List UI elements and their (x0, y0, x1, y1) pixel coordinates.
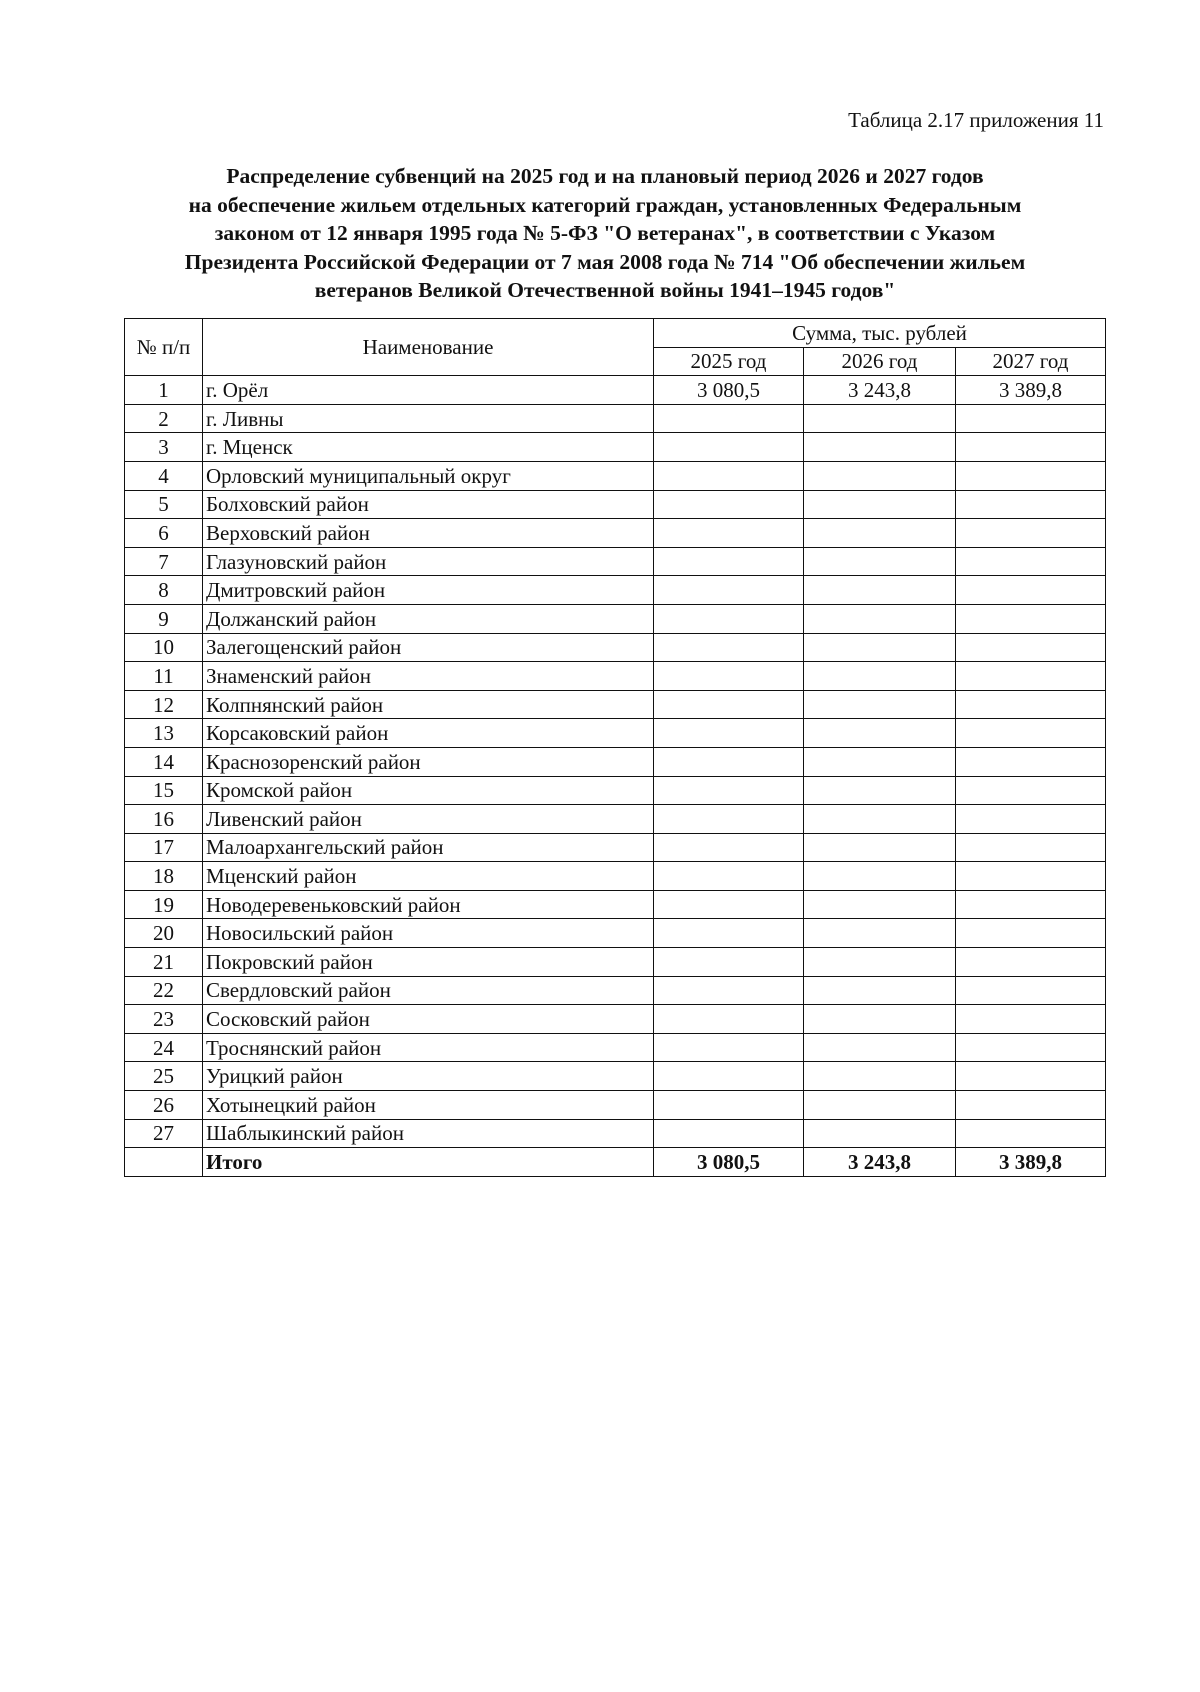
header-year-2025: 2025 год (654, 347, 804, 376)
row-value-2027 (956, 633, 1106, 662)
row-name: Знаменский район (203, 662, 654, 691)
total-2026: 3 243,8 (804, 1148, 956, 1177)
row-value-2026 (804, 1062, 956, 1091)
row-value-2025: 3 080,5 (654, 376, 804, 405)
total-2027: 3 389,8 (956, 1148, 1106, 1177)
row-value-2026 (804, 433, 956, 462)
row-value-2026 (804, 519, 956, 548)
row-name: Шаблыкинский район (203, 1119, 654, 1148)
row-value-2027 (956, 833, 1106, 862)
row-value-2025 (654, 805, 804, 834)
table-row (125, 919, 1106, 948)
table-row (125, 948, 1106, 977)
table-row (125, 633, 1106, 662)
row-value-2026 (804, 576, 956, 605)
row-num: 22 (125, 976, 203, 1005)
row-value-2027 (956, 576, 1106, 605)
row-value-2027 (956, 547, 1106, 576)
row-num: 18 (125, 862, 203, 891)
row-value-2026 (804, 547, 956, 576)
row-num: 2 (125, 404, 203, 433)
row-value-2027 (956, 747, 1106, 776)
row-value-2027 (956, 404, 1106, 433)
row-num: 12 (125, 690, 203, 719)
total-label: Итого (203, 1148, 654, 1177)
table-row (125, 747, 1106, 776)
row-value-2026 (804, 404, 956, 433)
row-value-2027 (956, 1033, 1106, 1062)
row-value-2026 (804, 833, 956, 862)
title-line: на обеспечение жильем отдельных категорий граждан, установленных Федеральным (188, 192, 1022, 217)
row-num: 23 (125, 1005, 203, 1034)
row-num: 15 (125, 776, 203, 805)
table-row (125, 690, 1106, 719)
row-value-2027 (956, 461, 1106, 490)
row-num: 11 (125, 662, 203, 691)
table-row (125, 604, 1106, 633)
row-value-2025 (654, 833, 804, 862)
row-value-2026 (804, 1005, 956, 1034)
row-value-2025 (654, 1005, 804, 1034)
table-row (125, 662, 1106, 691)
row-num: 21 (125, 948, 203, 977)
row-value-2025 (654, 604, 804, 633)
row-name: Колпнянский район (203, 690, 654, 719)
row-name: Покровский район (203, 948, 654, 977)
row-value-2027 (956, 805, 1106, 834)
row-value-2026 (804, 604, 956, 633)
row-value-2027 (956, 862, 1106, 891)
row-value-2026 (804, 719, 956, 748)
row-num: 10 (125, 633, 203, 662)
table-row (125, 576, 1106, 605)
table-row (125, 519, 1106, 548)
row-value-2027 (956, 976, 1106, 1005)
row-num: 27 (125, 1119, 203, 1148)
table-row (125, 433, 1106, 462)
row-value-2026 (804, 461, 956, 490)
row-num: 5 (125, 490, 203, 519)
row-num: 25 (125, 1062, 203, 1091)
table-row (125, 1091, 1106, 1120)
row-num: 17 (125, 833, 203, 862)
row-name: г. Ливны (203, 404, 654, 433)
row-name: Залегощенский район (203, 633, 654, 662)
table-row (125, 976, 1106, 1005)
row-value-2025 (654, 461, 804, 490)
row-value-2027 (956, 690, 1106, 719)
row-name: Малоархангельский район (203, 833, 654, 862)
row-name: Болховский район (203, 490, 654, 519)
header-sum: Сумма, тыс. рублей (654, 319, 1106, 348)
subvention-table (124, 318, 1106, 1177)
table-row (125, 547, 1106, 576)
row-value-2025 (654, 719, 804, 748)
row-name: Глазуновский район (203, 547, 654, 576)
row-num: 7 (125, 547, 203, 576)
row-name: Новосильский район (203, 919, 654, 948)
row-num: 14 (125, 747, 203, 776)
table-row (125, 719, 1106, 748)
row-num: 6 (125, 519, 203, 548)
row-value-2027 (956, 433, 1106, 462)
row-name: Должанский район (203, 604, 654, 633)
header-row (125, 319, 1106, 348)
row-value-2025 (654, 633, 804, 662)
row-value-2027 (956, 1091, 1106, 1120)
table-row (125, 862, 1106, 891)
row-name: Краснозоренский район (203, 747, 654, 776)
row-num: 4 (125, 461, 203, 490)
row-value-2026 (804, 776, 956, 805)
row-value-2025 (654, 404, 804, 433)
row-num: 9 (125, 604, 203, 633)
table-row (125, 805, 1106, 834)
row-value-2027 (956, 490, 1106, 519)
header-year-2027: 2027 год (956, 347, 1106, 376)
row-value-2026 (804, 890, 956, 919)
table-reference-label: Таблица 2.17 приложения 11 (848, 108, 1104, 132)
row-name: Кромской район (203, 776, 654, 805)
row-value-2026 (804, 805, 956, 834)
table-row (125, 490, 1106, 519)
row-value-2025 (654, 919, 804, 948)
row-name: Урицкий район (203, 1062, 654, 1091)
row-value-2027 (956, 776, 1106, 805)
row-value-2026 (804, 976, 956, 1005)
table-row (125, 1062, 1106, 1091)
row-name: г. Орёл (203, 376, 654, 405)
row-name: Ливенский район (203, 805, 654, 834)
title-line: Распределение субвенций на 2025 год и на плановый период 2026 и 2027 годов (226, 164, 984, 188)
row-value-2026 (804, 1091, 956, 1120)
document-title (110, 162, 1100, 305)
row-value-2026 (804, 662, 956, 691)
row-value-2025 (654, 1119, 804, 1148)
row-value-2026 (804, 690, 956, 719)
row-value-2027 (956, 1005, 1106, 1034)
row-num: 26 (125, 1091, 203, 1120)
header-year-2026: 2026 год (804, 347, 956, 376)
row-value-2026 (804, 490, 956, 519)
table-row (125, 890, 1106, 919)
row-value-2025 (654, 547, 804, 576)
table-row (125, 833, 1106, 862)
header-num: № п/п (125, 319, 203, 376)
row-num: 8 (125, 576, 203, 605)
row-value-2025 (654, 776, 804, 805)
row-value-2025 (654, 1033, 804, 1062)
table-row (125, 1119, 1106, 1148)
row-value-2027 (956, 604, 1106, 633)
row-value-2027 (956, 1062, 1106, 1091)
row-value-2025 (654, 862, 804, 891)
row-name: Хотынецкий район (203, 1091, 654, 1120)
row-value-2025 (654, 948, 804, 977)
title-line: законом от 12 января 1995 года № 5-ФЗ "О ветеранах", в соответствии с Указом (214, 221, 996, 245)
row-num: 19 (125, 890, 203, 919)
title-line: Президента Российской Федерации от 7 мая 2008 года № 714 "Об обеспечении жильем (184, 249, 1026, 274)
row-num: 24 (125, 1033, 203, 1062)
table-body (125, 376, 1106, 1177)
row-value-2025 (654, 890, 804, 919)
row-name: Свердловский район (203, 976, 654, 1005)
row-value-2027: 3 389,8 (956, 376, 1106, 405)
row-value-2025 (654, 1062, 804, 1091)
row-value-2026 (804, 633, 956, 662)
total-row (125, 1148, 1106, 1177)
row-value-2025 (654, 690, 804, 719)
row-value-2026 (804, 862, 956, 891)
header-name: Наименование (203, 319, 654, 376)
row-value-2026 (804, 948, 956, 977)
row-num: 1 (125, 376, 203, 405)
row-name: Дмитровский район (203, 576, 654, 605)
row-value-2026: 3 243,8 (804, 376, 956, 405)
table-row (125, 1005, 1106, 1034)
row-value-2025 (654, 433, 804, 462)
row-value-2026 (804, 1033, 956, 1062)
title-line: ветеранов Великой Отечественной войны 1941–1945 годов" (314, 278, 896, 302)
row-value-2027 (956, 948, 1106, 977)
table-row (125, 776, 1106, 805)
row-value-2025 (654, 747, 804, 776)
row-num: 16 (125, 805, 203, 834)
table-row (125, 1033, 1106, 1062)
row-value-2025 (654, 662, 804, 691)
row-value-2027 (956, 662, 1106, 691)
row-name: Верховский район (203, 519, 654, 548)
row-name: Мценский район (203, 862, 654, 891)
row-value-2025 (654, 519, 804, 548)
total-2025: 3 080,5 (654, 1148, 804, 1177)
table-row (125, 376, 1106, 405)
row-value-2027 (956, 1119, 1106, 1148)
table-row (125, 404, 1106, 433)
row-value-2027 (956, 519, 1106, 548)
row-name: Орловский муниципальный округ (203, 461, 654, 490)
total-num-cell (125, 1148, 203, 1177)
row-value-2026 (804, 919, 956, 948)
row-value-2025 (654, 976, 804, 1005)
row-name: Сосковский район (203, 1005, 654, 1034)
row-value-2025 (654, 1091, 804, 1120)
row-num: 3 (125, 433, 203, 462)
row-value-2025 (654, 576, 804, 605)
row-value-2025 (654, 490, 804, 519)
row-value-2027 (956, 719, 1106, 748)
row-value-2026 (804, 1119, 956, 1148)
row-name: Троснянский район (203, 1033, 654, 1062)
row-num: 13 (125, 719, 203, 748)
row-name: Корсаковский район (203, 719, 654, 748)
row-num: 20 (125, 919, 203, 948)
row-name: г. Мценск (203, 433, 654, 462)
row-value-2027 (956, 919, 1106, 948)
row-value-2026 (804, 747, 956, 776)
row-value-2027 (956, 890, 1106, 919)
row-name: Новодеревеньковский район (203, 890, 654, 919)
table-row (125, 461, 1106, 490)
